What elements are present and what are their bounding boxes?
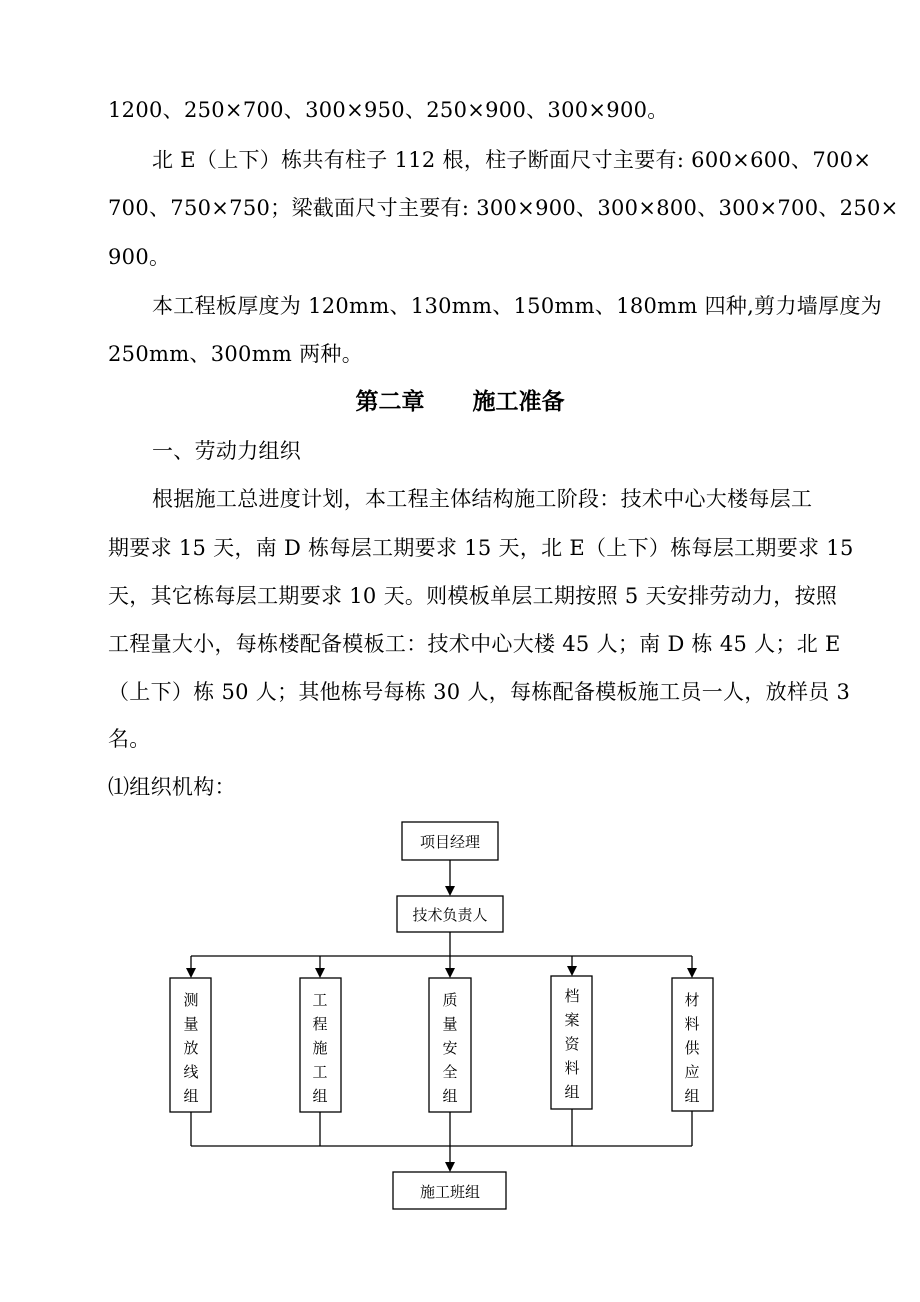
labor-line-6: 名。: [108, 727, 151, 751]
org-char: 料: [684, 1015, 700, 1033]
para-3-line-2: 250mm、300mm 两种。: [108, 342, 363, 366]
org-label-construction-team: 施工班组: [419, 1183, 481, 1201]
section-heading: 一、劳动力组织: [152, 439, 302, 463]
labor-line-3: 天，其它栋每层工期要求 10 天。则模板单层工期按照 5 天安排劳动力，按照: [108, 584, 838, 608]
org-char: 工: [312, 1063, 328, 1081]
org-char: 组: [442, 1087, 458, 1105]
para-2-line-3: 900。: [108, 245, 171, 269]
org-char: 组: [183, 1087, 199, 1105]
org-char: 程: [312, 1015, 328, 1033]
labor-line-1: 根据施工总进度计划，本工程主体结构施工阶段：技术中心大楼每层工: [152, 487, 813, 511]
org-char: 测: [183, 991, 199, 1009]
para-2-line-2: 700、750×750；梁截面尺寸主要有: 300×900、300×800、300×700、250×: [108, 196, 899, 220]
group-column-4: [672, 956, 713, 1146]
org-char: 放: [183, 1039, 199, 1057]
org-char: 应: [684, 1063, 700, 1081]
labor-line-5: （上下）栋 50 人；其他栋号每栋 30 人，每栋配备模板施工员一人，放样员 3: [108, 680, 851, 704]
labor-line-2: 期要求 15 天，南 D 栋每层工期要求 15 天，北 E（上下）栋每层工期要求 15: [108, 536, 854, 560]
org-char: 料: [564, 1059, 580, 1077]
labor-line-4: 工程量大小，每栋楼配备模板工：技术中心大楼 45 人；南 D 栋 45 人；北 E: [108, 632, 841, 656]
org-char: 量: [183, 1015, 199, 1033]
org-structure-label: ⑴组织机构：: [108, 775, 236, 799]
org-char: 资: [564, 1035, 580, 1053]
org-char: 案: [564, 1011, 580, 1029]
para-1-line-1: 1200、250×700、300×950、250×900、300×900。: [108, 98, 669, 122]
org-char: 材: [684, 991, 700, 1009]
org-char: 安: [442, 1039, 458, 1057]
chapter-heading: 第二章 施工准备: [355, 389, 565, 415]
para-2-line-1: 北 E（上下）栋共有柱子 112 根，柱子断面尺寸主要有: 600×600、700×: [152, 148, 872, 172]
org-char: 量: [442, 1015, 458, 1033]
org-char: 线: [183, 1063, 199, 1081]
org-char: 质: [442, 991, 458, 1009]
arrow-to-work-team: [445, 1162, 455, 1172]
org-char: 组: [564, 1083, 580, 1101]
arrow-to-tech-lead: [445, 886, 455, 896]
org-char: 组: [312, 1087, 328, 1105]
org-char: 档: [564, 987, 580, 1005]
org-char: 全: [442, 1063, 458, 1081]
org-label-project-manager: 项目经理: [419, 833, 481, 851]
group-column-3: [551, 956, 592, 1146]
org-char: 工: [312, 991, 328, 1009]
para-3-line-1: 本工程板厚度为 120mm、130mm、150mm、180mm 四种,剪力墙厚度为: [152, 294, 882, 318]
group-column-1: [300, 956, 341, 1146]
org-char: 组: [684, 1087, 700, 1105]
group-column-2: [429, 956, 471, 1162]
org-char: 施: [312, 1039, 328, 1057]
group-column-0: [170, 956, 211, 1146]
org-char: 供: [684, 1039, 700, 1057]
org-label-technical-lead: 技术负责人: [412, 906, 488, 924]
